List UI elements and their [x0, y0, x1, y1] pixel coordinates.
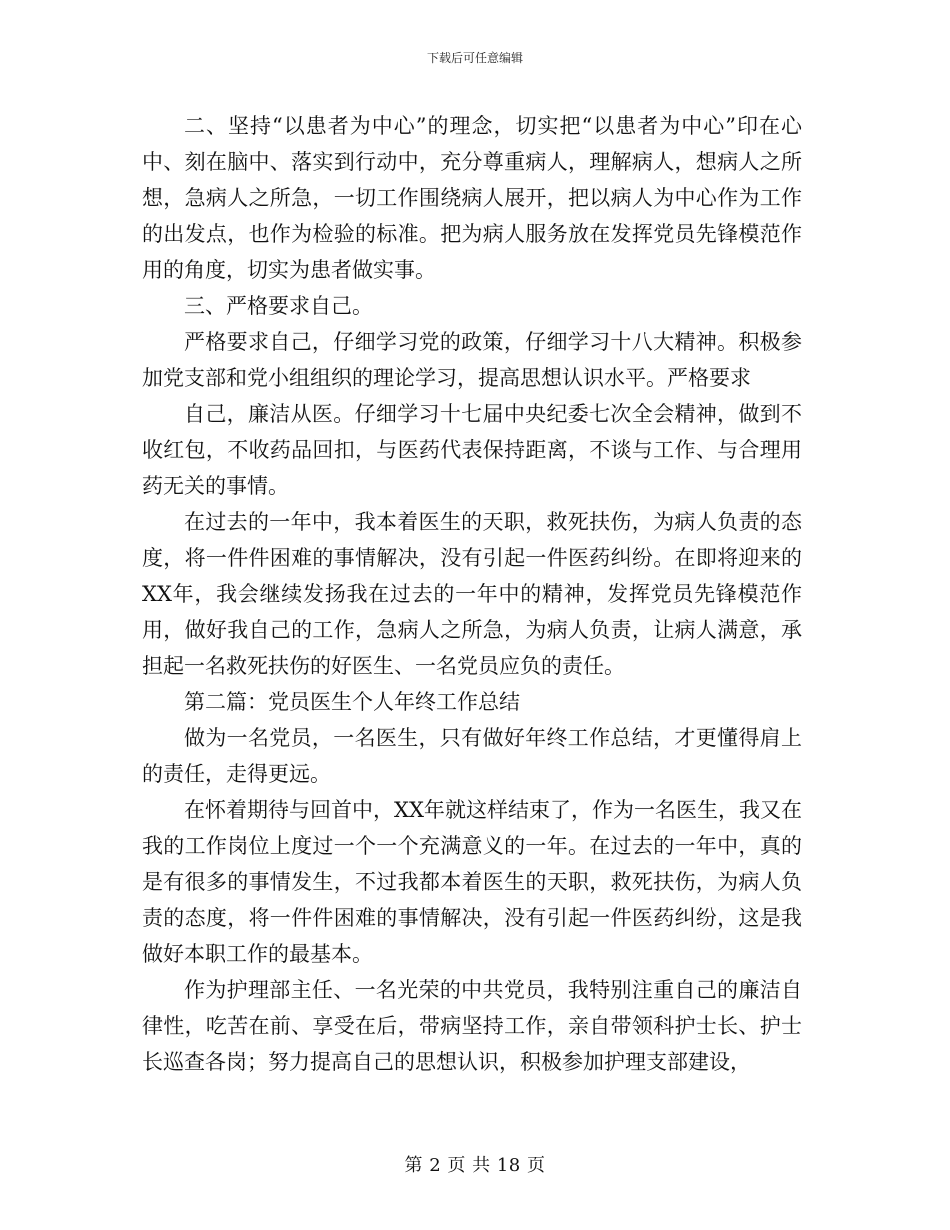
- paragraph-past-year: 在过去的一年中，我本着医生的天职，救死扶伤，为病人负责的态度，将一件件困难的事情解决，没有引起一件医药纠纷。在即将迎来的XX年，我会继续发扬我在过去的一年中的精神，发挥党员先锋模范作用，做好我自己的工作，急病人之所急，为病人负责，让病人满意，承担起一名救死扶伤的好医生、一名党员应负的责任。: [142, 510, 802, 678]
- document-body: [142, 108, 802, 1080]
- paragraph-integrity: 自己，廉洁从医。仔细学习十七届中央纪委七次全会精神，做到不收红包，不收药品回扣，与医药代表保持距离，不谈与工作、与合理用药无关的事情。: [142, 402, 802, 498]
- paragraph-party-study: 严格要求自己，仔细学习党的政策，仔细学习十八大精神。积极参加党支部和党小组组织的理论学习，提高思想认识水平。严格要求: [142, 330, 802, 390]
- section-title-second-article: 第二篇：党员医生个人年终工作总结: [184, 690, 520, 714]
- paragraph-year-review: 在怀着期待与回首中，XX年就这样结束了，作为一名医生，我又在我的工作岗位上度过一个一个充满意义的一年。在过去的一年中，真的是有很多的事情发生，不过我都本着医生的天职，救死扶伤，为病人负责的态度，将一件件困难的事情解决，没有引起一件医药纠纷，这是我做好本职工作的最基本。: [142, 798, 802, 966]
- page-footer: 第 2 页 共 18 页: [404, 1155, 546, 1176]
- paragraph-responsibility: 做为一名党员，一名医生，只有做好年终工作总结，才更懂得肩上的责任，走得更远。: [142, 726, 802, 786]
- paragraph-nursing-director: 作为护理部主任、一名光荣的中共党员，我特别注重自己的廉洁自律性，吃苦在前、享受在后，带病坚持工作，亲自带领科护士长、护士长巡查各岗；努力提高自己的思想认识，积极参加护理支部建设，: [142, 978, 802, 1074]
- section-heading-strict-self: 三、严格要求自己。: [184, 294, 373, 318]
- page-header: 下载后可任意编辑: [426, 51, 523, 65]
- paragraph-patient-centered: 二、坚持“以患者为中心”的理念，切实把“以患者为中心”印在心中、刻在脑中、落实到行动中，充分尊重病人，理解病人，想病人之所想，急病人之所急，一切工作围绕病人展开，把以病人为中心作为工作的出发点，也作为检验的标准。把为病人服务放在发挥党员先锋模范作用的角度，切实为患者做实事。: [142, 114, 802, 282]
